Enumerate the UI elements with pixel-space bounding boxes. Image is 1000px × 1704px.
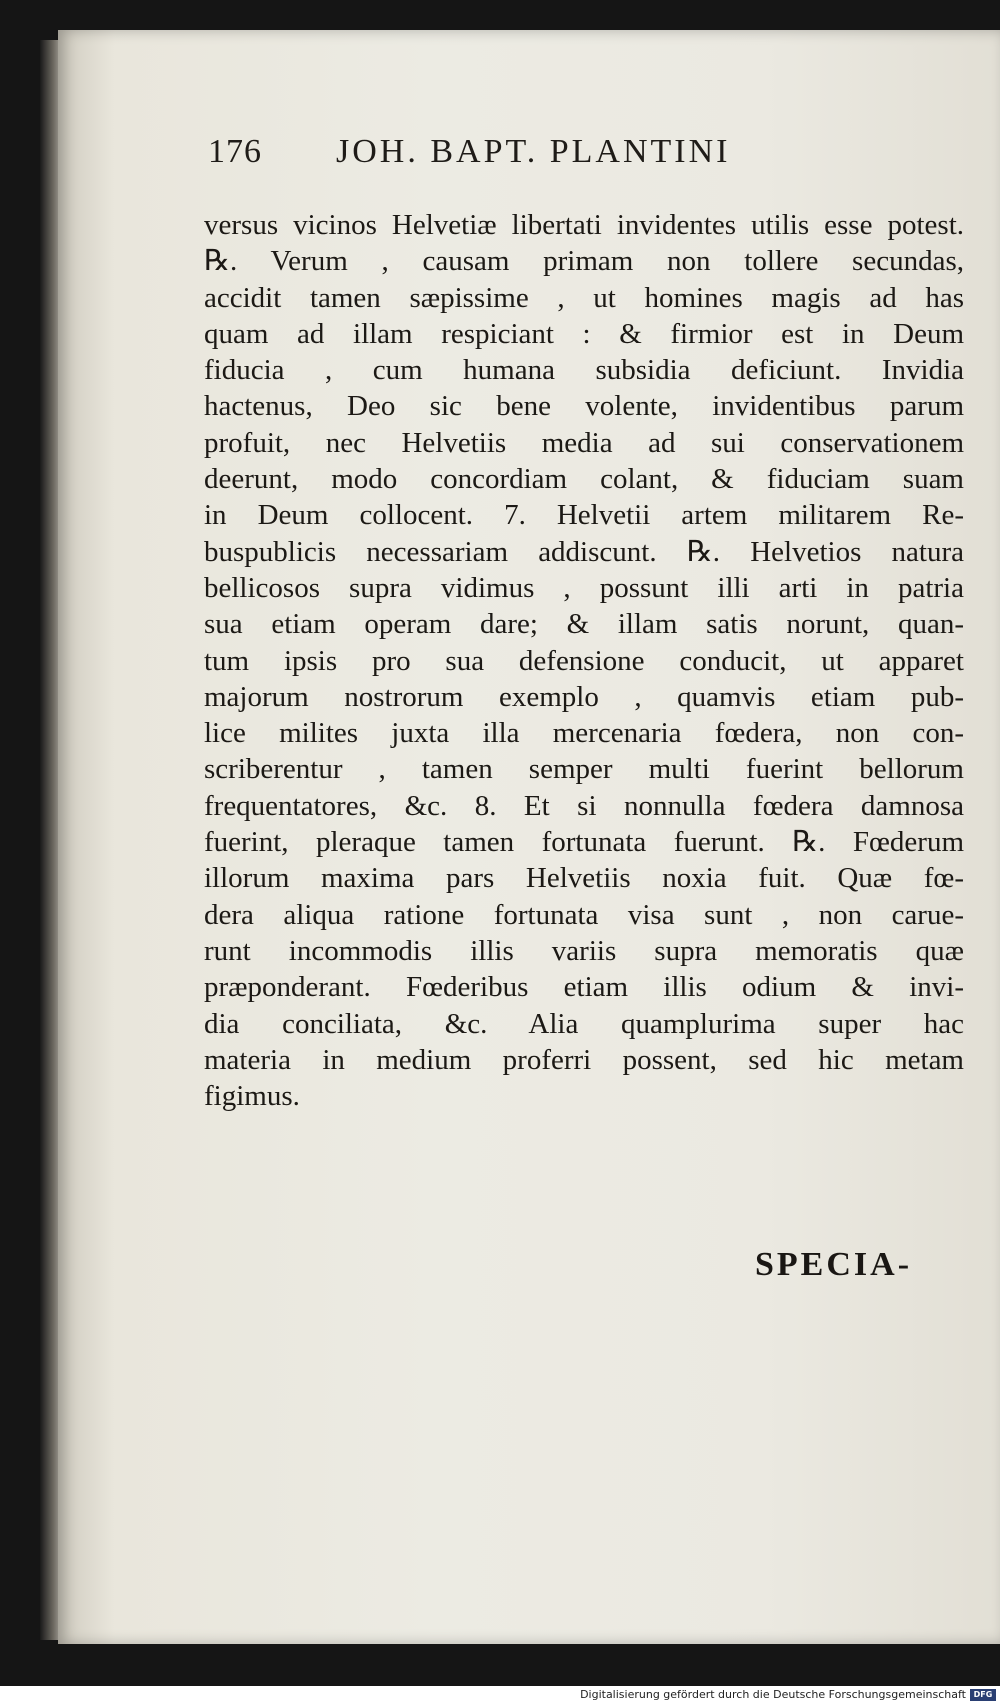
text-line: runt incommodis illis variis supra memoratis quæ xyxy=(204,934,964,967)
text-line: bellicosos supra vidimus , possunt illi arti in patria xyxy=(204,571,964,604)
running-title: JOH. BAPT. PLANTINI xyxy=(336,133,731,170)
dfg-logo-icon: DFG xyxy=(970,1689,996,1701)
text-line: ℞. Verum , causam primam non tollere secundas, xyxy=(204,245,964,278)
text-line: deerunt, modo concordiam colant, & fiduciam suam xyxy=(204,463,964,496)
text-line: frequentatores, &c. 8. Et si nonnulla fœdera damnosa xyxy=(204,789,964,822)
text-line: scriberentur , tamen semper multi fuerint bellorum xyxy=(204,753,964,786)
catchword: SPECIA- xyxy=(755,1246,913,1283)
text-line: fiducia , cum humana subsidia deficiunt. Invidia xyxy=(204,354,964,387)
digitization-footer xyxy=(0,1686,1000,1704)
text-line: quam ad illam respiciant : & firmior est in Deum xyxy=(204,317,964,350)
text-line: in Deum collocent. 7. Helvetii artem militarem Re- xyxy=(204,499,964,532)
text-line: profuit, nec Helvetiis media ad sui conservationem xyxy=(204,426,964,459)
text-line: fuerint, pleraque tamen fortunata fuerunt. ℞. Fœderum xyxy=(204,826,964,859)
text-line: illorum maxima pars Helvetiis noxia fuit. Quæ fœ- xyxy=(204,862,964,895)
text-line: lice milites juxta illa mercenaria fœdera, non con- xyxy=(204,717,964,750)
page-number: 176 xyxy=(208,133,262,170)
funding-credit: Digitalisierung gefördert durch die Deutsche Forschungsgemeinschaft xyxy=(580,1688,966,1701)
text-line: majorum nostrorum exemplo , quamvis etiam pub- xyxy=(204,680,964,713)
text-line: sua etiam operam dare; & illam satis norunt, quan- xyxy=(204,608,964,641)
text-line: versus vicinos Helvetiæ libertati invidentes utilis esse potest. xyxy=(204,209,964,241)
running-head xyxy=(208,133,968,183)
text-line: buspublicis necessariam addiscunt. ℞. Helvetios natura xyxy=(204,535,964,568)
text-line: figimus. xyxy=(204,1080,300,1113)
text-line: dera aliqua ratione fortunata visa sunt , non carue- xyxy=(204,898,964,931)
body-text xyxy=(204,207,964,1114)
text-line: tum ipsis pro sua defensione conducit, ut apparet xyxy=(204,644,964,677)
text-line: præponderant. Fœderibus etiam illis odium & invi- xyxy=(204,971,964,1004)
text-line: materia in medium proferri possent, sed hic metam xyxy=(204,1043,964,1076)
text-line: accidit tamen sæpissime , ut homines magis ad has xyxy=(204,281,964,314)
text-line: hactenus, Deo sic bene volente, invidentibus parum xyxy=(204,390,964,423)
text-line: dia conciliata, &c. Alia quamplurima super hac xyxy=(204,1007,964,1040)
